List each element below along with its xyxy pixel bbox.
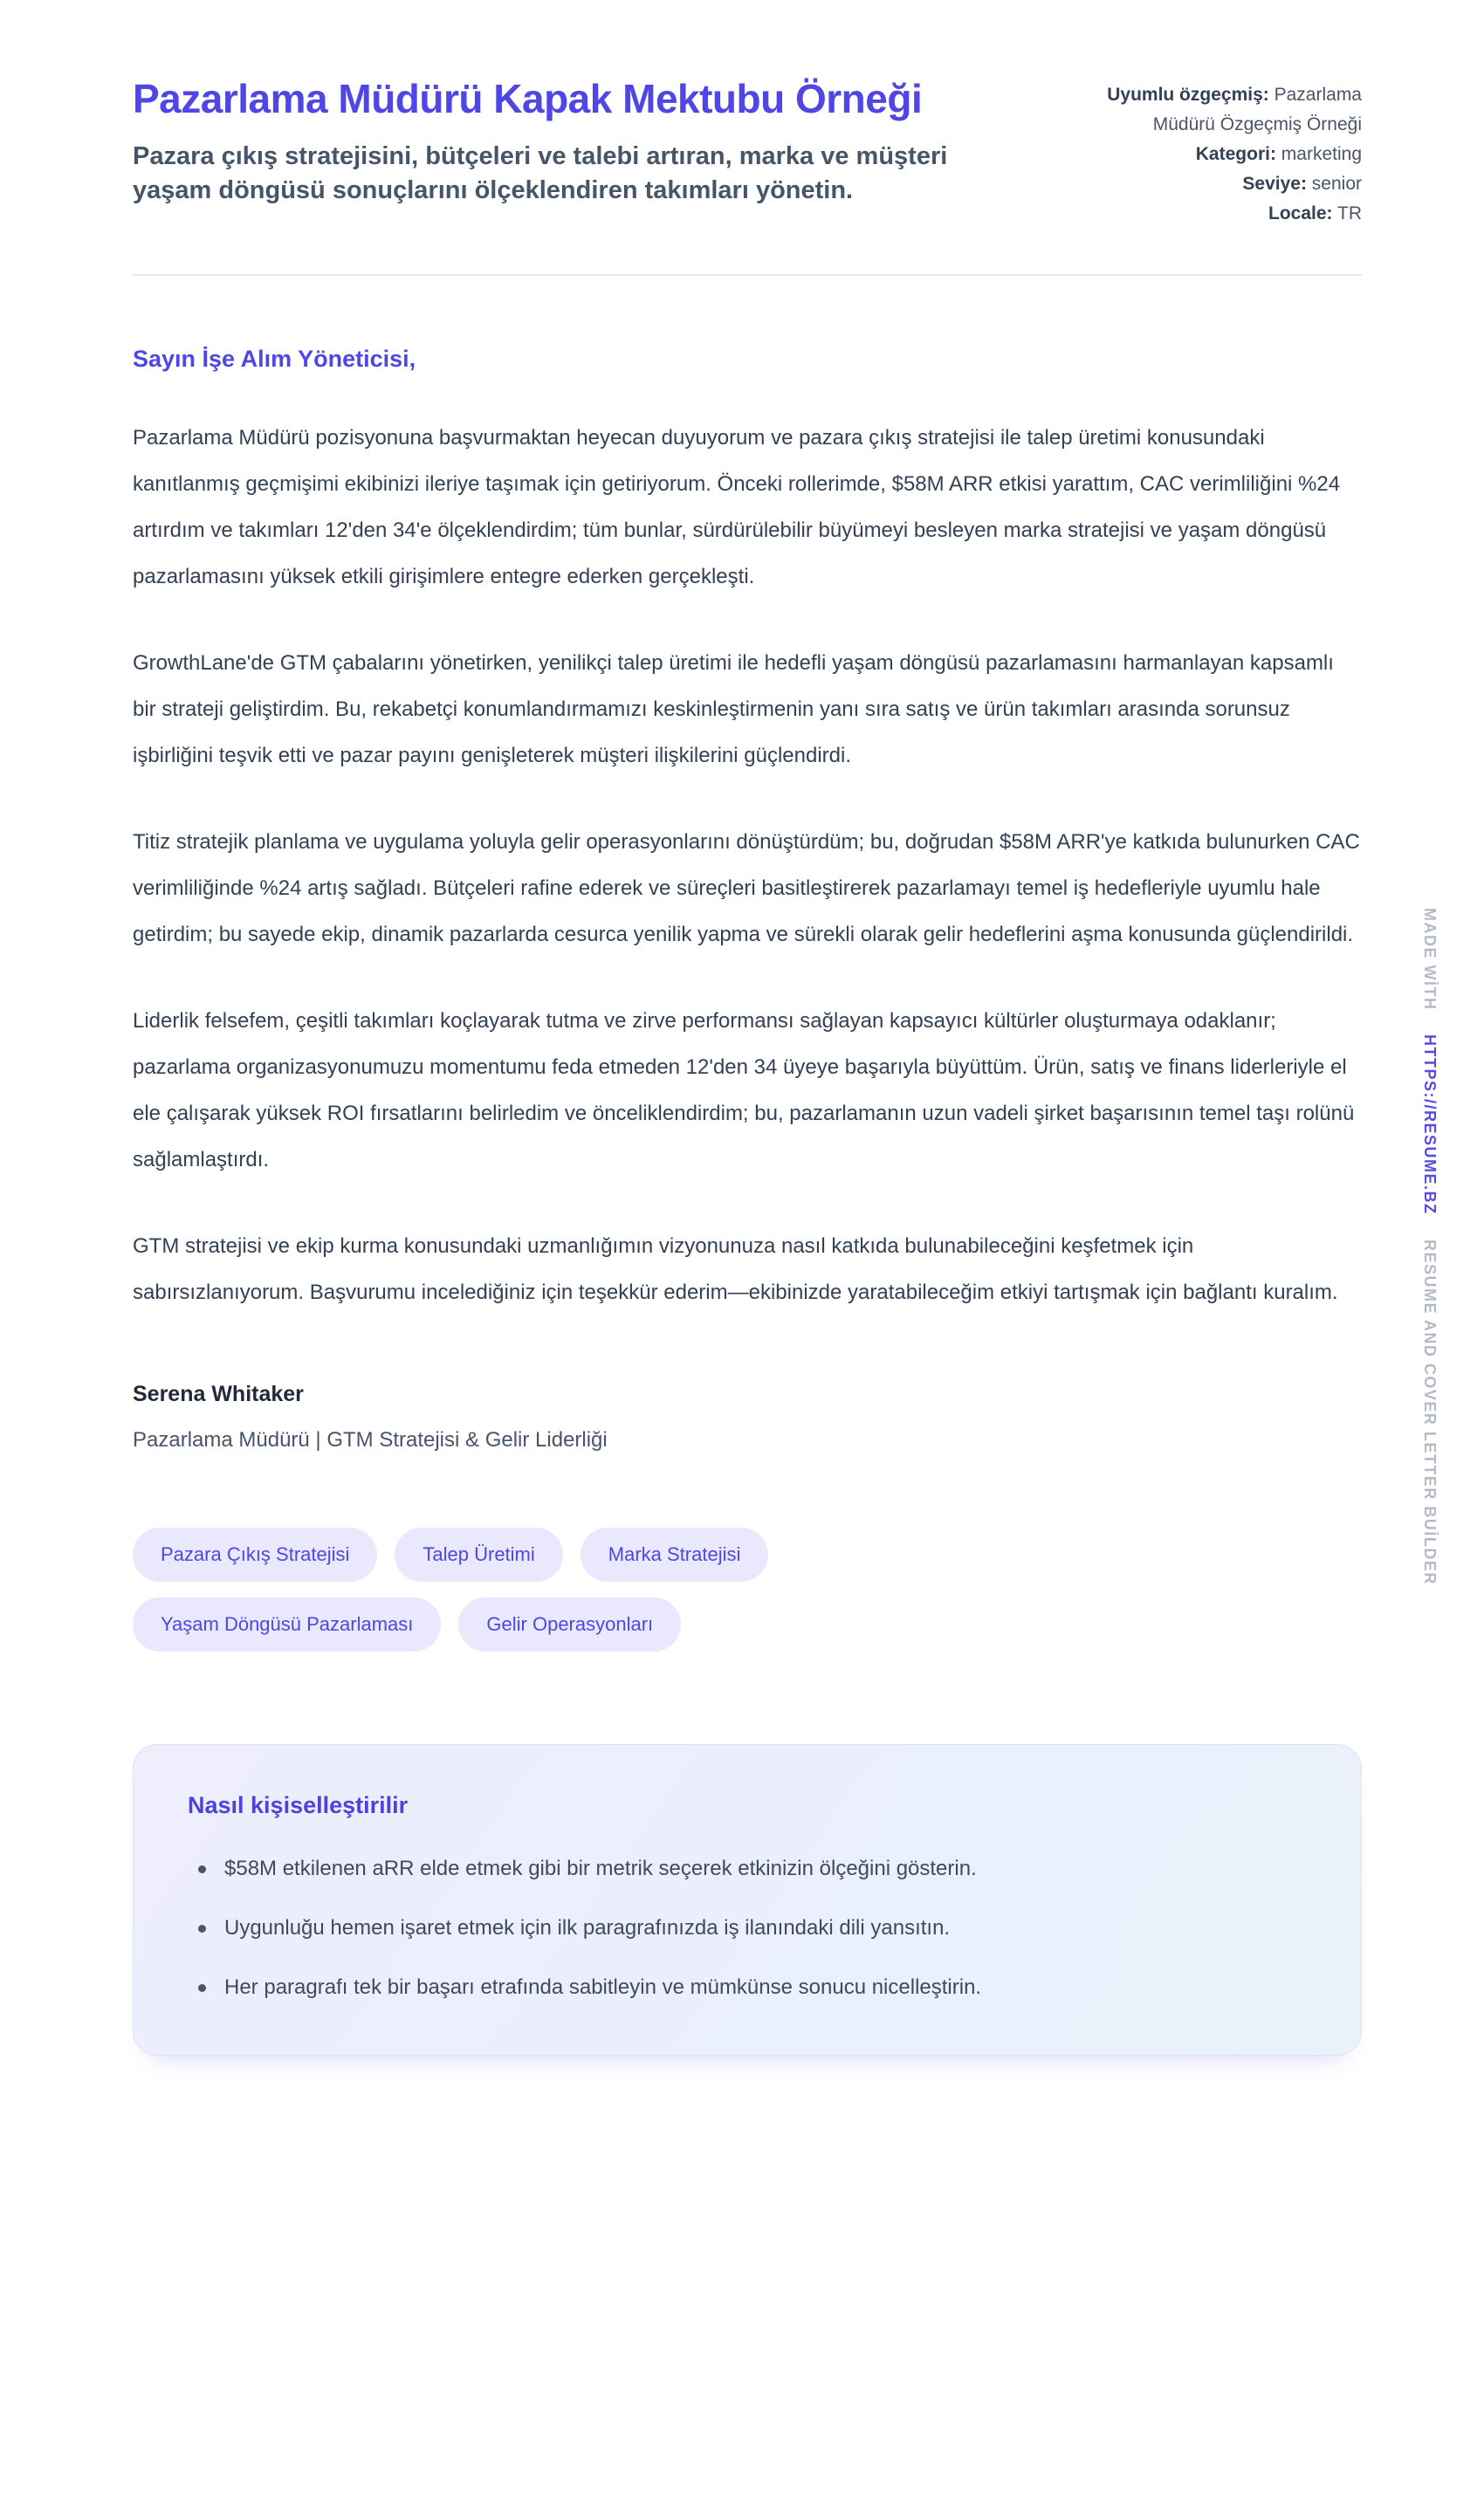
skill-tag-pill[interactable]: Yaşam Döngüsü Pazarlaması — [133, 1597, 441, 1652]
page-subtitle: Pazara çıkış stratejisini, bütçeleri ve talebi artıran, marka ve müşteri yaşam döngüsü sonuçlarını ölçeklendiren takımları yönetin. — [133, 141, 948, 205]
personalize-tip-item: $58M etkilenen aRR elde etmek gibi bir metrik seçerek etkinizin ölçeğini gösterin. — [188, 1854, 1307, 1884]
skill-tag-pill[interactable]: Pazara Çıkış Stratejisi — [133, 1528, 377, 1582]
signature-name: Serena Whitaker — [133, 1382, 304, 1407]
meta-panel — [1056, 80, 1362, 229]
meta-category-label: Kategori: — [1195, 144, 1276, 164]
letter-paragraph: Pazarlama Müdürü pozisyonuna başvurmaktan heyecan duyuyorum ve pazara çıkış stratejisi ile talep üretimi konusundaki kanıtlanmış geçmişimi ekibinizi ileriye taşımak için getiriyorum. Önceki rollerimde, $58M ARR etkisi yarattım, CAC verimliliğini %24 artırdım ve takımları 12'den 34'e ölçeklendirdim; tüm bunlar, sürdürülebilir büyümeyi besleyen marka stratejisi ve yaşam döngüsü pazarlamasını yüksek etkili girişimlere entegre ederken gerçekleşti. — [133, 426, 1341, 589]
header-divider — [133, 274, 1362, 276]
skill-tag-pill[interactable]: Talep Üretimi — [395, 1528, 562, 1582]
letter-paragraphs — [133, 415, 1362, 1315]
watermark-prefix: MADE WİTH — [1421, 908, 1439, 1011]
signature-block — [133, 1382, 1362, 1453]
meta-compatible-resume-link[interactable]: Pazarlama Müdürü Özgeçmiş Örneği — [1152, 85, 1362, 134]
letter-paragraph: GrowthLane'de GTM çabalarını yönetirken, yenilikçi talep üretimi ile hedefli yaşam döngüsü pazarlamasını harmanlayan kapsamlı bir strateji geliştirdim. Bu, rekabetçi konumlandırmamızı keskinleştirmenin yanı sıra satış ve ürün takımları arasında sorunsuz işbirliğini teşvik etti ve pazar payını genişleterek müşteri ilişkilerini güçlendirdi. — [133, 651, 1334, 768]
meta-category — [1056, 140, 1362, 169]
header-titles — [133, 73, 1056, 209]
meta-level-value: senior — [1311, 174, 1362, 194]
personalize-tip-item: Uygunluğu hemen işaret etmek için ilk paragrafınızda iş ilanındaki dili yansıtın. — [188, 1913, 1307, 1943]
meta-category-value: marketing — [1281, 144, 1362, 164]
letter-paragraph: GTM stratejisi ve ekip kurma konusundaki uzmanlığımın vizyonunuza nasıl katkıda bulunabileceğini keşfetmek için sabırsızlanıyorum. Başvurumu incelediğiniz için teşekkür ederim—ekibinizde yaratabileceğim etkiyi tartışmak için bağlantı kuralım. — [133, 1234, 1338, 1305]
meta-locale — [1056, 199, 1362, 229]
personalize-heading: Nasıl kişiselleştirilir — [188, 1792, 409, 1819]
meta-level — [1056, 169, 1362, 199]
cover-letter-body — [133, 344, 1362, 1453]
skill-tag-pill[interactable]: Marka Stratejisi — [581, 1528, 769, 1582]
personalize-tip-item: Her paragrafı tek bir başarı etrafında sabitleyin ve mümkünse sonucu nicelleştirin. — [188, 1973, 1307, 2002]
page-title: Pazarlama Müdürü Kapak Mektubu Örneği — [133, 76, 923, 121]
watermark-resume-bz-link[interactable]: HTTPS://RESUME.BZ — [1421, 1034, 1439, 1215]
signature-title: Pazarlama Müdürü | GTM Stratejisi & Gelir Liderliği — [133, 1428, 608, 1453]
meta-locale-label: Locale: — [1268, 203, 1333, 223]
letter-paragraph: Liderlik felsefem, çeşitli takımları koçlayarak tutma ve zirve performansı sağlayan kapsayıcı kültürler oluşturmaya odaklanır; pazarlama organizasyonumuzu momentumu feda etmeden 12'den 34 üyeye başarıyla büyüttüm. Ürün, satış ve finans liderleriyle el ele çalışarak yüksek ROI fırsatlarını belirledim ve önceliklendirdim; bu, pazarlamanın uzun vadeli şirket başarısının temel taşı rolünü sağlamlaştırdı. — [133, 1009, 1355, 1172]
meta-compatible-resume-label: Uyumlu özgeçmiş: — [1107, 85, 1269, 105]
letter-paragraph: Titiz stratejik planlama ve uygulama yoluyla gelir operasyonlarını dönüştürdüm; bu, doğrudan $58M ARR'ye katkıda bulunurken CAC verimliliğinde %24 artış sağladı. Bütçeleri rafine ederek ve süreçleri basitleştirerek pazarlamayı temel iş hedefleriyle uyumlu hale getirdim; bu sayede ekip, dinamik pazarlarda cesurca yenilik yapma ve sürekli olarak gelir hedeflerini aşma konusunda güçlendirildi. — [133, 830, 1360, 947]
skill-tags — [133, 1528, 1093, 1652]
meta-level-label: Seviye: — [1242, 174, 1307, 194]
meta-compatible-resume — [1056, 80, 1362, 140]
personalize-tips-list — [188, 1854, 1307, 2002]
meta-locale-value: TR — [1337, 203, 1362, 223]
skill-tag-pill[interactable]: Gelir Operasyonları — [458, 1597, 681, 1652]
page-header — [133, 73, 1362, 229]
personalize-card — [133, 1744, 1362, 2056]
watermark-suffix: RESUME AND COVER LETTER BUİLDER — [1421, 1240, 1439, 1585]
letter-greeting: Sayın İşe Alım Yöneticisi, — [133, 346, 416, 372]
made-with-watermark — [1420, 908, 1439, 1585]
